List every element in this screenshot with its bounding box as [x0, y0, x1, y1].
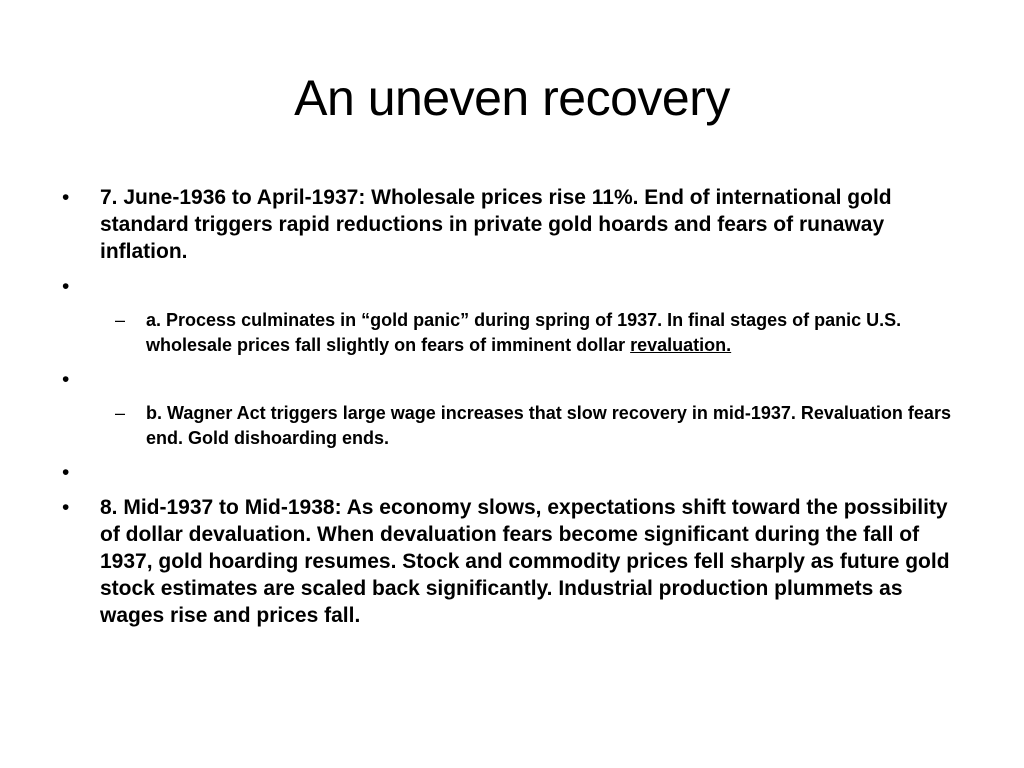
- bullet-text: 8. Mid-1937 to Mid-1938: As economy slows, expectations shift toward the possibility of dollar devaluation. When devaluation fears become significant during the fall of 1937, gold hoarding resumes. Stock and commodity prices fell sharply as future gold stock estimates are scaled back significantly. Industrial production plummets as wages rise and prices fall.: [100, 496, 950, 627]
- empty-bullet-item: [62, 273, 972, 300]
- bullet-dot-icon: •: [62, 368, 70, 391]
- sub-bullet-text: b. Wagner Act triggers large wage increases that slow recovery in mid-1937. Revaluation fears end. Gold dishoarding ends.: [146, 403, 951, 448]
- bullet-list: [62, 184, 972, 637]
- sub-bullet-item: [62, 308, 972, 357]
- empty-bullet-item: [62, 366, 972, 393]
- dash-marker-icon: –: [115, 310, 126, 330]
- empty-bullet-item: [62, 459, 972, 486]
- bullet-item: [62, 494, 972, 629]
- bullet-dot-icon: •: [62, 461, 70, 484]
- bullet-text: 7. June-1936 to April-1937: Wholesale prices rise 11%. End of international gold standard triggers rapid reductions in private gold hoards and fears of runaway inflation.: [100, 186, 892, 263]
- underlined-text: revaluation.: [630, 334, 732, 355]
- sub-bullet-item: [62, 401, 972, 450]
- bullet-dot-icon: •: [62, 186, 70, 209]
- bullet-item: [62, 184, 972, 265]
- bullet-dot-icon: •: [62, 496, 70, 519]
- dash-marker-icon: –: [115, 403, 126, 423]
- bullet-dot-icon: •: [62, 275, 70, 298]
- sub-bullet-text: a. Process culminates in “gold panic” during spring of 1937. In final stages of panic U.S. wholesale prices fall slightly on fears of imminent dollar: [146, 310, 902, 355]
- slide-title: An uneven recovery: [294, 70, 730, 126]
